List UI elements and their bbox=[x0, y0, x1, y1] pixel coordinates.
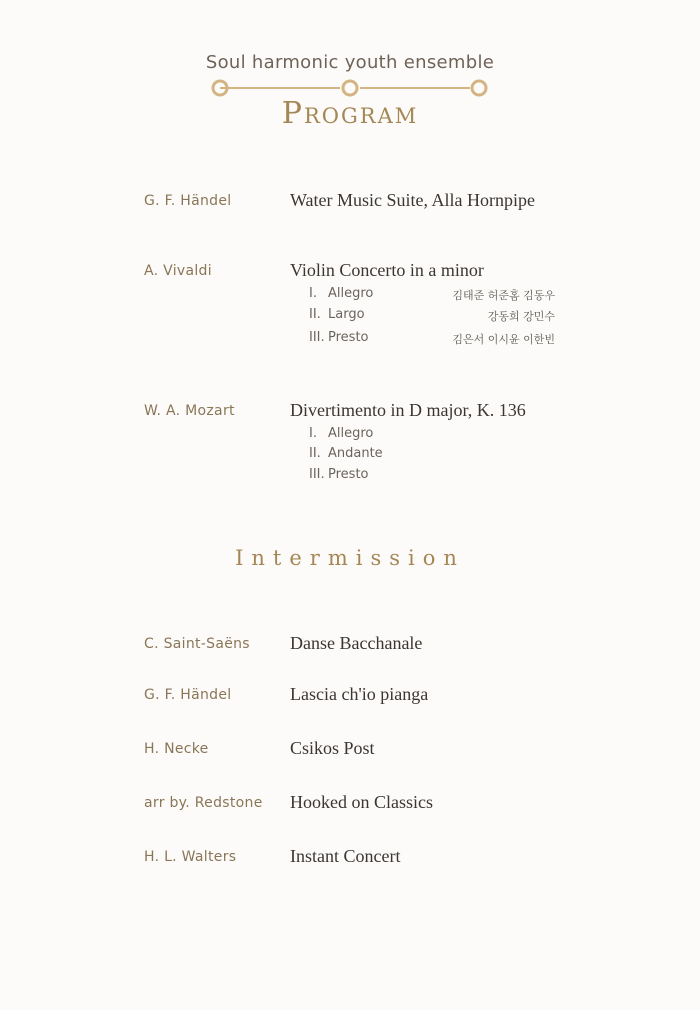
movement-number: II. bbox=[309, 307, 321, 322]
work-title: Violin Concerto in a minor bbox=[290, 260, 484, 280]
composer-name: W. A. Mozart bbox=[144, 403, 235, 419]
work-title: Water Music Suite, Alla Hornpipe bbox=[290, 190, 536, 210]
work-title: Lascia ch'io pianga bbox=[290, 684, 429, 704]
movement-name: Andante bbox=[328, 446, 383, 461]
composer-name: H. L. Walters bbox=[144, 849, 237, 865]
composer-name: G. F. Händel bbox=[144, 193, 232, 209]
movement-name: Allegro bbox=[328, 426, 374, 441]
movement bbox=[309, 467, 609, 487]
work-title: Divertimento in D major, K. 136 bbox=[290, 400, 526, 420]
ensemble-name: Soul harmonic youth ensemble bbox=[205, 52, 495, 73]
movement-number: I. bbox=[309, 426, 317, 441]
program-header bbox=[0, 0, 700, 150]
movement-name: Presto bbox=[328, 467, 369, 482]
movement-performers: 김은서 이시윤 이한빈 bbox=[452, 333, 555, 346]
composer-name: H. Necke bbox=[144, 741, 209, 757]
work-title: Danse Bacchanale bbox=[290, 633, 423, 653]
movement-performers: 김태준 허준홈 김동우 bbox=[452, 289, 555, 302]
movement-number: I. bbox=[309, 286, 317, 301]
movement bbox=[309, 330, 609, 350]
movement-number: III. bbox=[309, 330, 325, 345]
composer-name: G. F. Händel bbox=[144, 687, 232, 703]
composer-name: C. Saint-Saëns bbox=[144, 636, 250, 652]
movement bbox=[309, 446, 609, 466]
work-title: Instant Concert bbox=[290, 846, 401, 866]
movement-name: Allegro bbox=[328, 286, 374, 301]
composer-name: A. Vivaldi bbox=[144, 263, 212, 279]
work-title: Hooked on Classics bbox=[290, 792, 433, 812]
movement bbox=[309, 286, 609, 306]
movement-name: Largo bbox=[328, 307, 365, 322]
movement bbox=[309, 307, 609, 327]
movement-number: II. bbox=[309, 446, 321, 461]
movement-performers: 강동희 강민수 bbox=[487, 310, 555, 323]
composer-name: arr by. Redstone bbox=[144, 795, 263, 811]
intermission-heading: Intermission bbox=[235, 546, 465, 570]
movement-name: Presto bbox=[328, 330, 369, 345]
program-title: Program bbox=[281, 96, 419, 131]
movement bbox=[309, 426, 609, 446]
work-title: Csikos Post bbox=[290, 738, 375, 758]
movement-number: III. bbox=[309, 467, 325, 482]
